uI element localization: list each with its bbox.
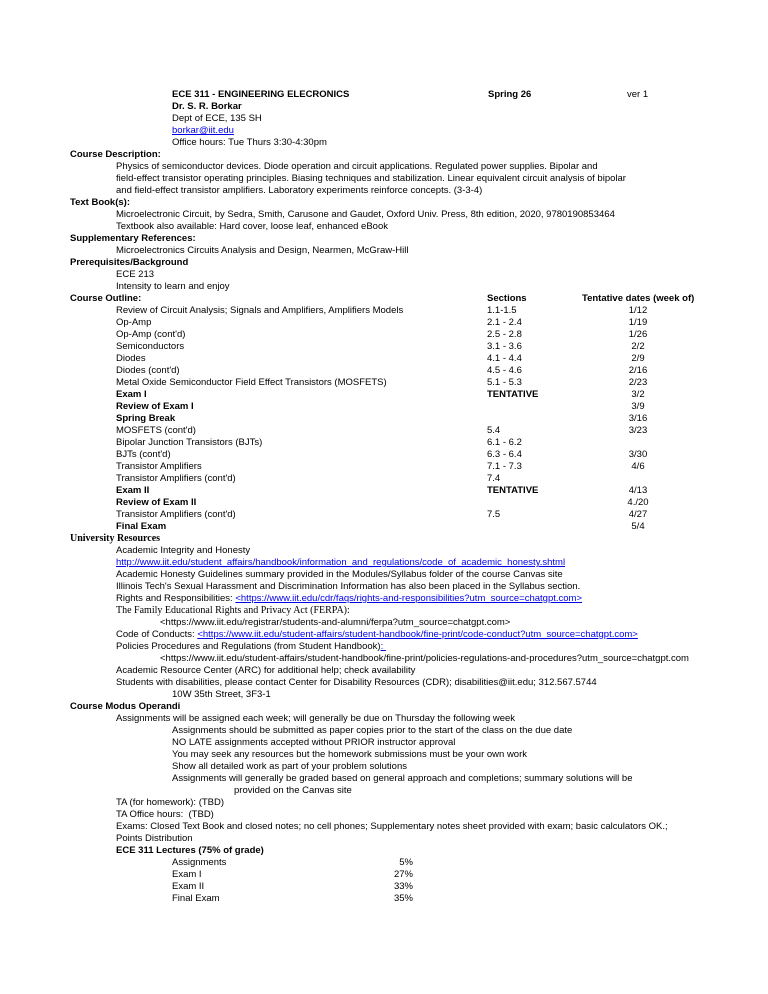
outline-topic: Diodes (cont'd) — [116, 365, 180, 376]
outline-date: 2/16 — [628, 365, 648, 376]
outline-date: 3/30 — [628, 449, 648, 460]
outline-date: 3/16 — [628, 413, 648, 424]
email-line — [0, 125, 768, 137]
outline-row — [0, 509, 768, 521]
prerequisites-heading: Prerequisites/Background — [70, 257, 189, 268]
outline-sections: 5.1 - 5.3 — [487, 377, 522, 388]
harassment-line: Illinois Tech's Sexual Harassment and Discrimination Information has also been placed in the Syllabus section. — [116, 581, 581, 592]
course-description-line: and field-effect transistor amplifiers. Laboratory experiments reinforce concepts. (3-3-4) — [116, 185, 483, 196]
version-label: ver 1 — [627, 89, 649, 100]
modus-subline: NO LATE assignments accepted without PRIOR instructor approval — [172, 737, 456, 748]
ta-office-line: TA Office hours: (TBD) — [116, 809, 214, 820]
outline-row — [0, 389, 768, 401]
modus-subline: Assignments will generally be graded based on general approach and completions; summary solutions will be — [172, 773, 633, 784]
outline-date: 4/27 — [628, 509, 648, 520]
outline-sections: 7.4 — [487, 473, 501, 484]
ferpa-url-line: <https://www.iit.edu/registrar/students-and-alumni/ferpa?utm_source=chatgpt.com> — [160, 617, 511, 628]
honesty-summary-line: Academic Honesty Guidelines summary provided in the Modules/Syllabus folder of the course Canvas site — [116, 569, 563, 580]
outline-row — [0, 413, 768, 425]
outline-sections: 2.5 - 2.8 — [487, 329, 522, 340]
outline-topic: Bipolar Junction Transistors (BJTs) — [116, 437, 263, 448]
outline-sections: 4.5 - 4.6 — [487, 365, 522, 376]
supplementary-heading: Supplementary References: — [70, 233, 196, 244]
outline-sections: TENTATIVE — [487, 485, 539, 496]
instructor-name: Dr. S. R. Borkar — [172, 101, 242, 112]
outline-date: 2/2 — [631, 341, 645, 352]
grade-value: 35% — [393, 893, 413, 904]
policies-colon: : — [380, 641, 386, 652]
course-title: ECE 311 - ENGINEERING ELECRONICS — [172, 89, 350, 100]
outline-row — [0, 449, 768, 461]
cdr-address-line: 10W 35th Street, 3F3-1 — [172, 689, 271, 700]
textbook-line: Textbook also available: Hard cover, loose leaf, enhanced eBook — [116, 221, 388, 232]
prerequisites-line: Intensity to learn and enjoy — [116, 281, 230, 292]
outline-row — [0, 461, 768, 473]
course-description-heading: Course Description: — [70, 149, 161, 160]
outline-topic: Review of Exam II — [116, 497, 197, 508]
ta-line: TA (for homework): (TBD) — [116, 797, 225, 808]
outline-topic: Semiconductors — [116, 341, 185, 352]
term-label: Spring 26 — [488, 89, 532, 100]
modus-subline: Show all detailed work as part of your problem solutions — [172, 761, 407, 772]
grade-row — [0, 857, 768, 869]
outline-date: 3/2 — [631, 389, 645, 400]
prerequisites-line: ECE 213 — [116, 269, 155, 280]
outline-date: 4./20 — [627, 497, 649, 508]
outline-topic: Review of Circuit Analysis; Signals and Amplifiers, Amplifiers Models — [116, 305, 404, 316]
outline-sections: 2.1 - 2.4 — [487, 317, 522, 328]
modus-line: Assignments will be assigned each week; will generally be due on Thursday the following week — [116, 713, 516, 724]
exams-policy-line: Exams: Closed Text Book and closed notes; no cell phones; Supplementary notes sheet provided with exam; basic calculators OK.; — [116, 821, 668, 832]
outline-sections: 6.3 - 6.4 — [487, 449, 522, 460]
email-link[interactable]: borkar@iit.edu — [172, 125, 234, 136]
conduct-line — [0, 629, 768, 641]
outline-sections: 1.1-1.5 — [487, 305, 517, 316]
outline-row — [0, 305, 768, 317]
university-resources-heading: University Resources — [70, 533, 161, 544]
outline-row — [0, 425, 768, 437]
modus-subline-continued: provided on the Canvas site — [234, 785, 352, 796]
outline-topic: Spring Break — [116, 413, 176, 424]
honesty-link-line — [0, 557, 768, 569]
course-outline-table — [0, 305, 768, 533]
outline-row — [0, 329, 768, 341]
outline-row — [0, 317, 768, 329]
academic-integrity-line: Academic Integrity and Honesty — [116, 545, 251, 556]
outline-row — [0, 353, 768, 365]
grade-value: 33% — [393, 881, 413, 892]
outline-row — [0, 341, 768, 353]
course-description-line: field-effect transistor operating principles. Biasing techniques and stabilization. Linear equivalent circuit analysis of bipolar — [116, 173, 626, 184]
supplementary-line: Microelectronics Circuits Analysis and Design, Nearmen, McGraw-Hill — [116, 245, 409, 256]
outline-topic: Transistor Amplifiers (cont'd) — [116, 473, 236, 484]
outline-topic: Transistor Amplifiers (cont'd) — [116, 509, 236, 520]
outline-topic: BJTs (cont'd) — [116, 449, 171, 460]
modus-operandi-heading: Course Modus Operandi — [70, 701, 181, 712]
outline-row — [0, 521, 768, 533]
conduct-link[interactable]: <https://www.iit.edu/student-affairs/student-handbook/fine-print/code-conduct?utm_source=chatgpt.com> — [197, 629, 638, 640]
grade-row — [0, 893, 768, 905]
outline-row — [0, 437, 768, 449]
grades-table — [0, 857, 768, 905]
arc-line: Academic Resource Center (ARC) for additional help; check availability — [116, 665, 416, 676]
outline-topic: Final Exam — [116, 521, 167, 532]
outline-row — [0, 485, 768, 497]
outline-date: 3/23 — [628, 425, 648, 436]
header-line — [0, 89, 768, 101]
outline-sections: 7.1 - 7.3 — [487, 461, 522, 472]
outline-sections: 6.1 - 6.2 — [487, 437, 522, 448]
outline-topic: Transistor Amplifiers — [116, 461, 202, 472]
outline-topic: Diodes — [116, 353, 146, 364]
instructor-dept: Dept of ECE, 135 SH — [172, 113, 262, 124]
conduct-label: Code of Conducts: — [116, 629, 198, 640]
outline-sections: 3.1 - 3.6 — [487, 341, 522, 352]
policies-line — [0, 641, 768, 653]
textbook-line: Microelectronic Circuit, by Sedra, Smith, Carusone and Gaudet, Oxford Univ. Press, 8th edition, 2020, 9780190853464 — [116, 209, 615, 220]
outline-topic: Review of Exam I — [116, 401, 194, 412]
policies-label: Policies Procedures and Regulations (from Student Handbook) — [116, 641, 381, 652]
outline-topic: Op-Amp (cont'd) — [116, 329, 186, 340]
outline-topic: Op-Amp — [116, 317, 152, 328]
outline-date: 3/9 — [631, 401, 645, 412]
rights-link[interactable]: <https://www.iit.edu/cdr/faqs/rights-and-responsibilities?utm_source=chatgpt.com> — [235, 593, 583, 604]
grade-label: Assignments — [172, 857, 227, 868]
outline-topic: Metal Oxide Semiconductor Field Effect Transistors (MOSFETS) — [116, 377, 387, 388]
office-hours: Office hours: Tue Thurs 3:30-4:30pm — [172, 137, 327, 148]
course-outline-header — [0, 293, 768, 305]
outline-date: 2/23 — [628, 377, 648, 388]
outline-row — [0, 497, 768, 509]
rights-label: Rights and Responsibilities: — [116, 593, 236, 604]
policies-url-line: <https://www.iit.edu/student-affairs/student-handbook/fine-print/policies-regulations-and-procedures?utm_source=chatgpt.com — [160, 653, 689, 664]
outline-topic: MOSFETS (cont'd) — [116, 425, 196, 436]
grade-label: Exam II — [172, 881, 205, 892]
textbook-heading: Text Book(s): — [70, 197, 130, 208]
outline-date: 5/4 — [631, 521, 645, 532]
outline-row — [0, 401, 768, 413]
grade-row — [0, 869, 768, 881]
outline-sections: 7.5 — [487, 509, 501, 520]
outline-date: 4/13 — [628, 485, 648, 496]
outline-date: 2/9 — [631, 353, 645, 364]
modus-subline: Assignments should be submitted as paper copies prior to the start of the class on the due date — [172, 725, 573, 736]
disabilities-line: Students with disabilities, please contact Center for Disability Resources (CDR); disabilities@iit.edu; 312.567.5744 — [116, 677, 597, 688]
outline-date: 4/6 — [631, 461, 645, 472]
course-description-line: Physics of semiconductor devices. Diode operation and circuit applications. Regulated power supplies. Bipolar and — [116, 161, 598, 172]
outline-topic: Exam I — [116, 389, 147, 400]
outline-sections: 5.4 — [487, 425, 501, 436]
grade-value: 5% — [399, 857, 413, 868]
outline-date: 1/19 — [628, 317, 648, 328]
rights-line — [0, 593, 768, 605]
grade-row — [0, 881, 768, 893]
grade-value: 27% — [393, 869, 413, 880]
outline-topic: Exam II — [116, 485, 150, 496]
outline-row — [0, 473, 768, 485]
points-distribution-line: Points Distribution — [116, 833, 193, 844]
grade-label: Exam I — [172, 869, 202, 880]
outline-date: 1/26 — [628, 329, 648, 340]
outline-date: 1/12 — [628, 305, 648, 316]
grade-label: Final Exam — [172, 893, 220, 904]
outline-row — [0, 377, 768, 389]
modus-subline: You may seek any resources but the homework submissions must be your own work — [172, 749, 528, 760]
sections-column-header: Sections — [487, 293, 527, 304]
outline-sections: TENTATIVE — [487, 389, 539, 400]
honesty-link[interactable]: http://www.iit.edu/student_affairs/handbook/information_and_regulations/code_of_academic_honesty.shtml — [116, 557, 566, 568]
outline-row — [0, 365, 768, 377]
outline-sections: 4.1 - 4.4 — [487, 353, 522, 364]
grades-heading: ECE 311 Lectures (75% of grade) — [116, 845, 264, 856]
dates-column-header: Tentative dates (week of) — [582, 293, 695, 304]
course-outline-heading: Course Outline: — [70, 293, 142, 304]
ferpa-title-line: The Family Educational Rights and Privacy Act (FERPA): — [116, 605, 350, 616]
